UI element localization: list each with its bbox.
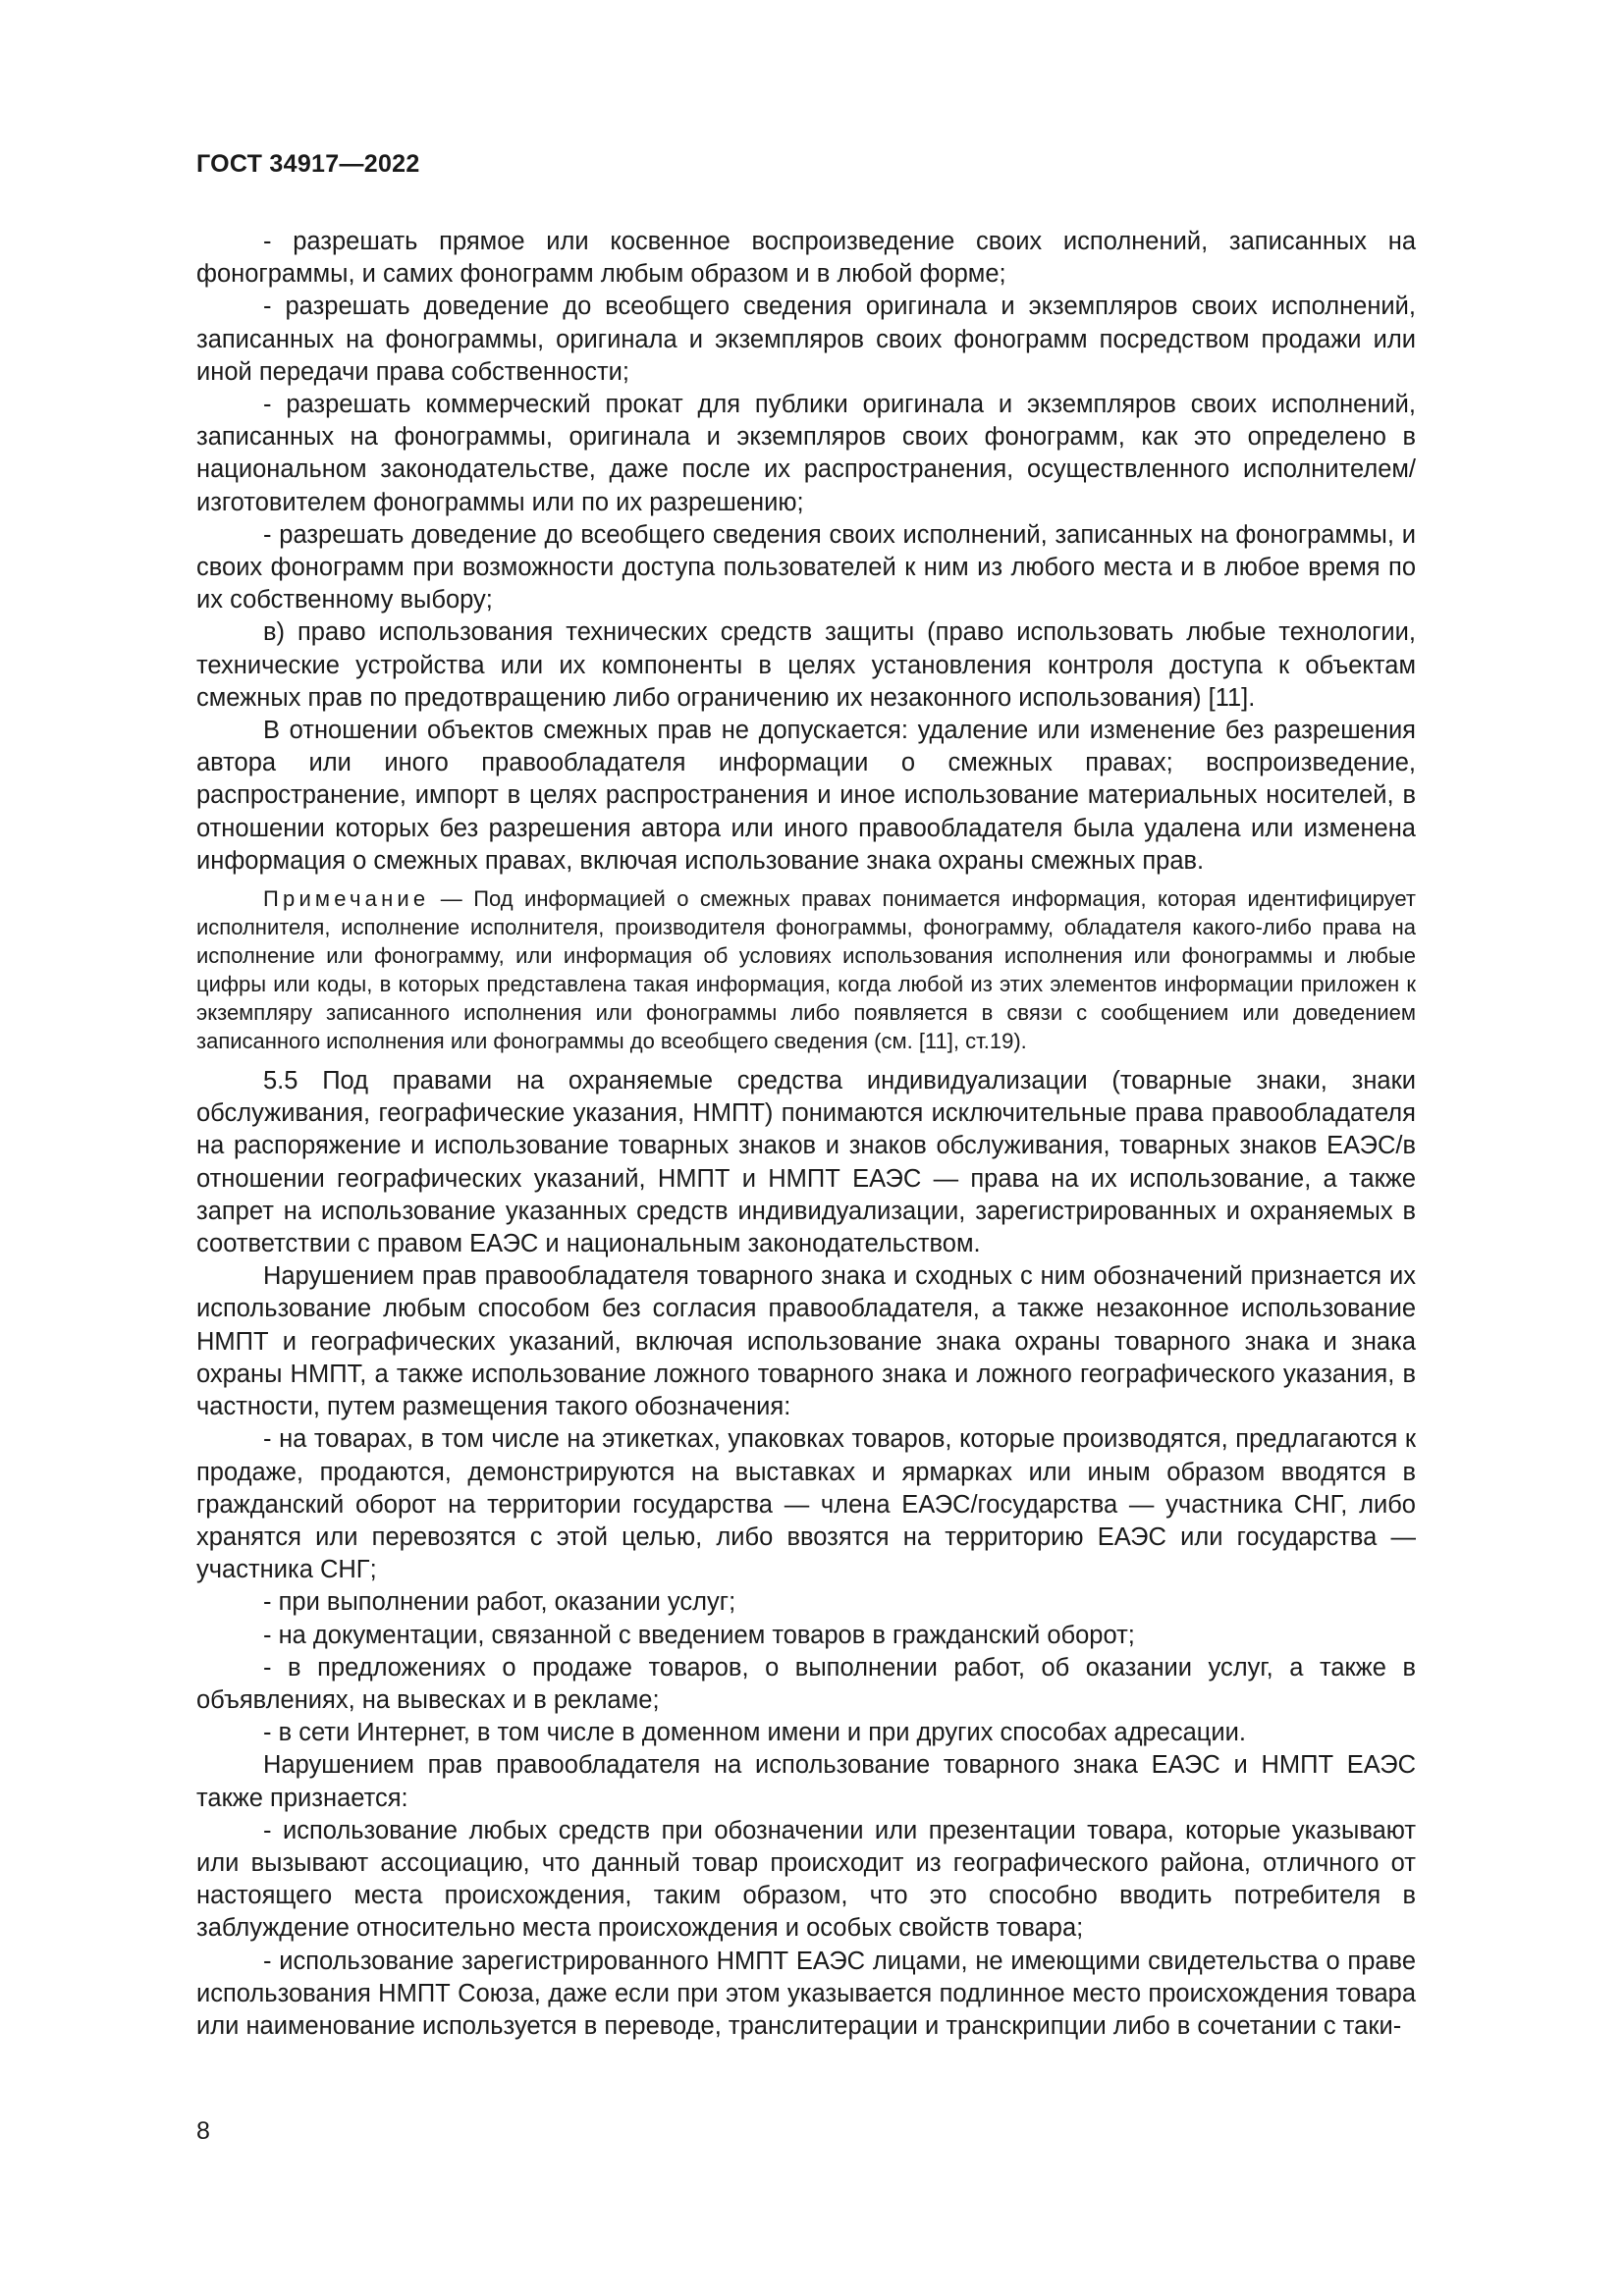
body-paragraph: - разрешать коммерческий прокат для публики оригинала и экземпляров своих исполнений, записанных на фонограммы, оригинала и экземпляров своих фонограмм, как это определено в национальном законодательстве, даже после их распространения, осуществленного исполнителем/изготовителем фонограммы или по их разрешению; [196, 391, 1416, 516]
page-body [196, 226, 1416, 2043]
body-paragraph: - использование зарегистрированного НМПТ ЕАЭС лицами, не имеющими свидетельства о праве использования НМПТ Союза, даже если при этом указывается подлинное место происхождения товара или наименование используется в переводе, транслитерации и транскрипции либо в сочетании с таки- [196, 1947, 1416, 2040]
body-paragraph: - разрешать доведение до всеобщего сведения своих исполнений, записанных на фонограммы, и своих фонограмм при возможности доступа пользователей к ним из любого места и в любое время по их собственному выбору; [196, 520, 1416, 614]
body-paragraph: - в сети Интернет, в том числе в доменном имени и при других способах адресации. [263, 1719, 1246, 1747]
body-paragraph: - разрешать прямое или косвенное воспроизведение своих исполнений, записанных на фонограммы, и самих фонограмм любым образом и в любой форме; [196, 228, 1416, 289]
body-paragraph: Нарушением прав правообладателя товарного знака и сходных с ним обозначений признается их использование любым способом без согласия правообладателя, а также незаконное использование НМПТ и географических указаний, включая использование знака охраны товарного знака и знака охраны НМПТ, а также использование ложного товарного знака и ложного географического указания, в частности, путем размещения такого обозначения: [196, 1262, 1416, 1421]
body-paragraph: - при выполнении работ, оказании услуг; [263, 1588, 736, 1617]
body-paragraph: в) право использования технических средств защиты (право использовать любые технологии, технические устройства или их компоненты в целях установления контроля доступа к объектам смежных прав по предотвращению либо ограничению их незаконного использования) [11]. [196, 618, 1416, 712]
body-paragraph: В отношении объектов смежных прав не допускается: удаление или изменение без разрешения автора или иного правообладателя информации о смежных правах; воспроизведение, распространение, импорт в целях распространения и иное использование материальных носителей, в отношении которых без разрешения автора или иного правообладателя была удалена или изменена информация о смежных правах, включая использование знака охраны смежных прав. [196, 717, 1416, 875]
body-paragraph: Нарушением прав правообладателя на использование товарного знака ЕАЭС и НМПТ ЕАЭС также признается: [196, 1751, 1416, 1812]
note-label: Примечание [263, 886, 430, 912]
body-paragraph: - на товарах, в том числе на этикетках, упаковках товаров, которые производятся, предлагаются к продаже, продаются, демонстрируются на выставках и ярмарках или иным образом вводятся в гражданский оборот на территории государства — члена ЕАЭС/государства — участника СНГ, либо хранятся или перевозятся с этой целью, либо ввозятся на территорию ЕАЭС или государства — участника СНГ; [196, 1425, 1416, 1584]
body-section-bottom [196, 1065, 1416, 2043]
document-header: ГОСТ 34917—2022 [196, 150, 420, 178]
body-paragraph: - разрешать доведение до всеобщего сведения оригинала и экземпляров своих исполнений, записанных на фонограммы, оригинала и экземпляров своих фонограмм посредством продажи или иной передачи права собственности; [196, 293, 1416, 386]
body-paragraph: - использование любых средств при обозначении или презентации товара, которые указывают или вызывают ассоциацию, что данный товар происходит из географического района, отличного от настоящего места происхождения, таким образом, что это способно вводить потребителя в заблуждение относительно места происхождения и особых свойств товара; [196, 1816, 1416, 1943]
body-paragraph: - в предложениях о продаже товаров, о выполнении работ, об оказании услуг, а также в объявлениях, на вывесках и в рекламе; [196, 1653, 1416, 1714]
page-number: 8 [196, 2117, 210, 2145]
body-paragraph: 5.5 Под правами на охраняемые средства индивидуализации (товарные знаки, знаки обслуживания, географические указания, НМПТ) понимаются исключительные права правообладателя на распоряжение и использование товарных знаков и знаков обслуживания, товарных знаков ЕАЭС/в отношении географических указаний, НМПТ и НМПТ ЕАЭС — права на их использование, а также запрет на использование указанных средств индивидуализации, зарегистрированных и охраняемых в соответствии с правом ЕАЭС и национальным законодательством. [196, 1067, 1416, 1258]
body-paragraph: - на документации, связанной с введением товаров в гражданский оборот; [263, 1621, 1135, 1649]
body-section-top [196, 226, 1416, 878]
note-block [196, 884, 1416, 1055]
note-text: — Под информацией о смежных правах понимается информация, которая идентифицирует исполнителя, исполнение исполнителя, производителя фонограммы, фонограмму, обладателя какого-либо права на исполнение или фонограмму, или информация об условиях использования исполнения или фонограммы и любые цифры или коды, в которых представлена такая информация, когда любой из этих элементов информации приложен к экземпляру записанного исполнения или фонограммы либо появляется в связи с сообщением или доведением записанного исполнения или фонограммы до всеобщего сведения (см. [11], ст.19). [196, 886, 1416, 1054]
